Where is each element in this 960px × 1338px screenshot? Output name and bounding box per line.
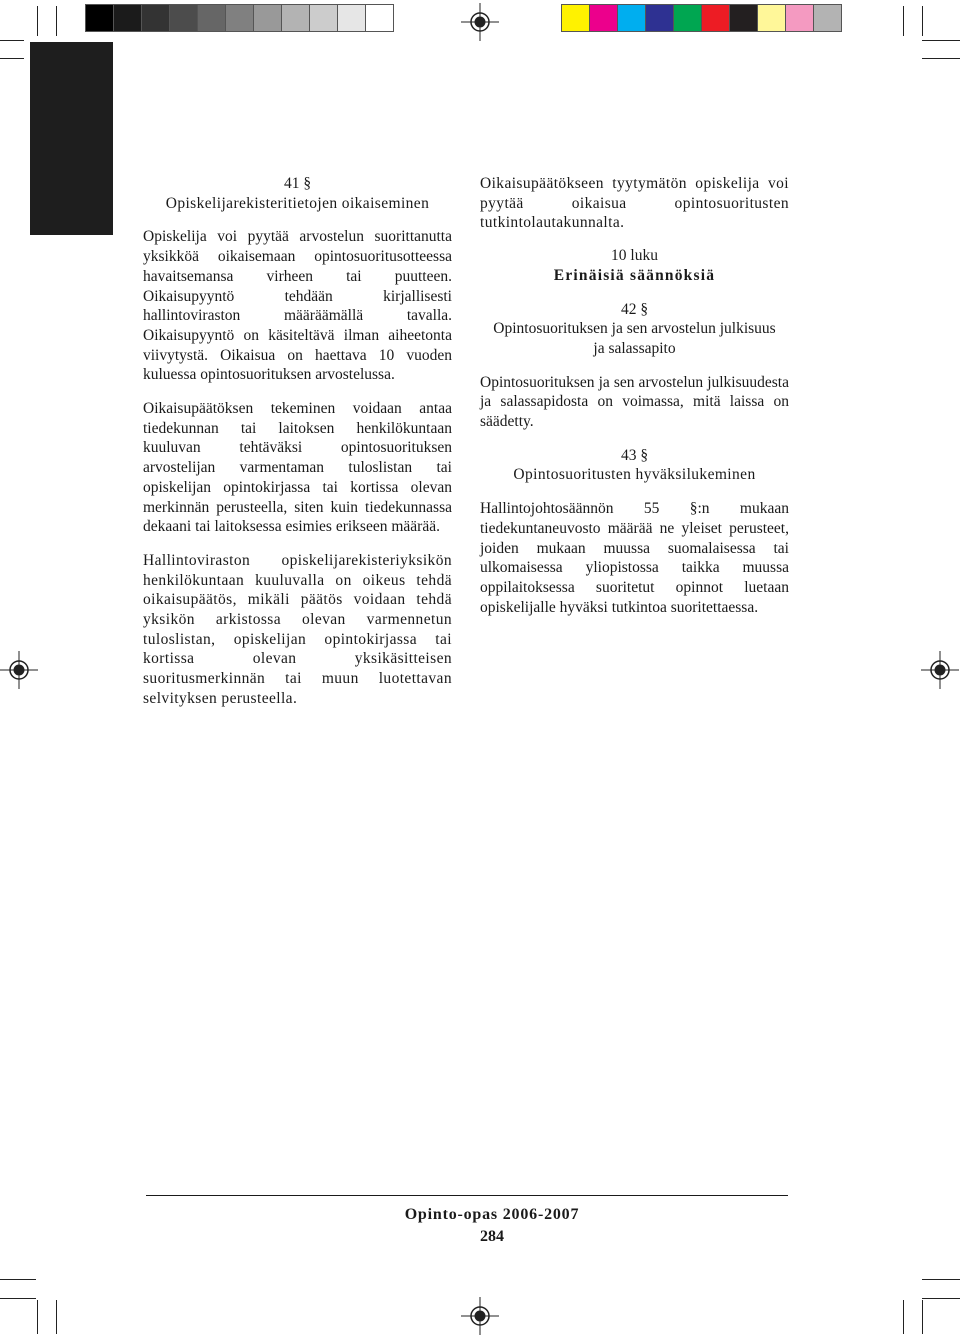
color-swatch: [674, 5, 702, 31]
color-swatch: [758, 5, 786, 31]
paragraph: Opintosuorituksen ja sen arvostelun julkisuudesta ja salassapidosta on voimassa, mitä laissa on säädetty.: [480, 373, 789, 431]
color-swatch: [170, 5, 198, 31]
paragraph: Opiskelija voi pyytää arvostelun suorittanutta yksikköä oikaisemaan opintosuoritusotteessa havaitsemansa virheen tai puutteen. Oikaisupyyntö tehdään kirjallisesti hallintoviraston määräämällä tavalla. Oikaisupyyntö on käsiteltävä ilman aiheetonta viivytystä. Oikaisua on haettava 10 vuoden kuluessa opintosuorituksen arvostelussa.: [143, 228, 452, 384]
crop-mark: [922, 1300, 923, 1334]
color-swatch: [86, 5, 114, 31]
crop-mark: [56, 6, 57, 36]
section-42-title: Opintosuorituksen ja sen arvostelun julkisuus ja salassapito: [493, 320, 776, 357]
page-number: 284: [480, 1228, 504, 1245]
crop-mark: [0, 1279, 36, 1280]
grayscale-swatch-bar: [85, 4, 394, 32]
crop-mark: [37, 6, 38, 36]
color-swatch: [562, 5, 590, 31]
color-swatch: [114, 5, 142, 31]
section-41-number: 41 §: [283, 175, 312, 192]
color-swatch: [730, 5, 758, 31]
crop-mark: [922, 58, 960, 59]
crop-mark: [0, 58, 24, 59]
section-43-number: 43 §: [620, 446, 649, 464]
color-swatch: [254, 5, 282, 31]
crop-mark: [903, 6, 904, 36]
color-swatch: [142, 5, 170, 31]
crop-mark: [0, 40, 24, 41]
chapter-number: 10 luku: [611, 247, 658, 265]
chapter-title: Erinäisiä säännöksiä: [553, 266, 716, 284]
crop-mark: [922, 1298, 960, 1299]
paragraph: Oikaisupäätöksen tekeminen voidaan antaa tiedekunnan tai laitoksen henkilökuntaan kuuluvan tehtäväksi opintosuorituksen arvostelijan varmentaman tuloslistan tai opiskelijan opintokirjassa tai kortissa olevan merkinnän perusteella, siten kuin tiedekunnassa dekaani tai laitoksessa esimies erikseen määrää.: [143, 400, 452, 536]
color-swatch: [226, 5, 254, 31]
color-swatch: [282, 5, 310, 31]
footer-title: Opinto-opas 2006-2007: [404, 1206, 580, 1223]
crop-mark: [922, 6, 923, 36]
crop-mark: [37, 1300, 38, 1334]
section-41-title: Opiskelijarekisteritietojen oikaiseminen: [165, 194, 430, 212]
color-swatch: [786, 5, 814, 31]
color-swatch: [618, 5, 646, 31]
left-column: [143, 174, 452, 709]
registration-mark-icon: [0, 651, 38, 689]
footer-divider: [146, 1195, 788, 1196]
paragraph: Oikaisupäätökseen tyytymätön opiskelija voi pyytää oikaisua opintosuoritusten tutkintolautakunnalta.: [480, 175, 789, 232]
section-43-title: Opintosuoritusten hyväksilukeminen: [513, 466, 756, 484]
right-column: [480, 174, 789, 617]
color-swatch: [814, 5, 841, 31]
crop-mark: [922, 1279, 960, 1280]
chapter-thumb-tab: [30, 42, 113, 235]
registration-mark-icon: [461, 1297, 499, 1335]
color-swatch: [198, 5, 226, 31]
section-42-number: 42 §: [620, 300, 649, 318]
paragraph: Hallintojohtosäännön 55 §:n mukaan tiedekuntaneuvosto määrää ne yleiset perusteet, joiden mukaan muussa suomalaisessa tai ulkomaisessa yliopistossa taikka muussa oppilaitoksessa suoritetut opinnot luetaan opiskelijalle hyväksi tutkintoa suoritettaessa.: [480, 500, 789, 616]
crop-mark: [903, 1300, 904, 1334]
color-swatch-bar: [561, 4, 842, 32]
color-swatch: [590, 5, 618, 31]
crop-mark: [56, 1300, 57, 1334]
color-swatch: [646, 5, 674, 31]
registration-mark-icon: [461, 3, 499, 41]
crop-mark: [922, 40, 960, 41]
registration-mark-icon: [921, 651, 959, 689]
color-swatch: [702, 5, 730, 31]
color-swatch: [310, 5, 338, 31]
color-swatch: [338, 5, 366, 31]
paragraph: Hallintoviraston opiskelijarekisteriyksikön henkilökuntaan kuuluvalla on oikeus tehdä oikaisupäätös, mikäli päätös voidaan tehdä yksikön arkistossa olevan varmennetun tuloslistan, opiskelijan opintokirjassa tai kortissa olevan yksikäsitteisen suoritusmerkinnän tai muun luotettavan selvityksen perusteella.: [143, 551, 452, 707]
crop-mark: [0, 1298, 36, 1299]
color-swatch: [366, 5, 393, 31]
